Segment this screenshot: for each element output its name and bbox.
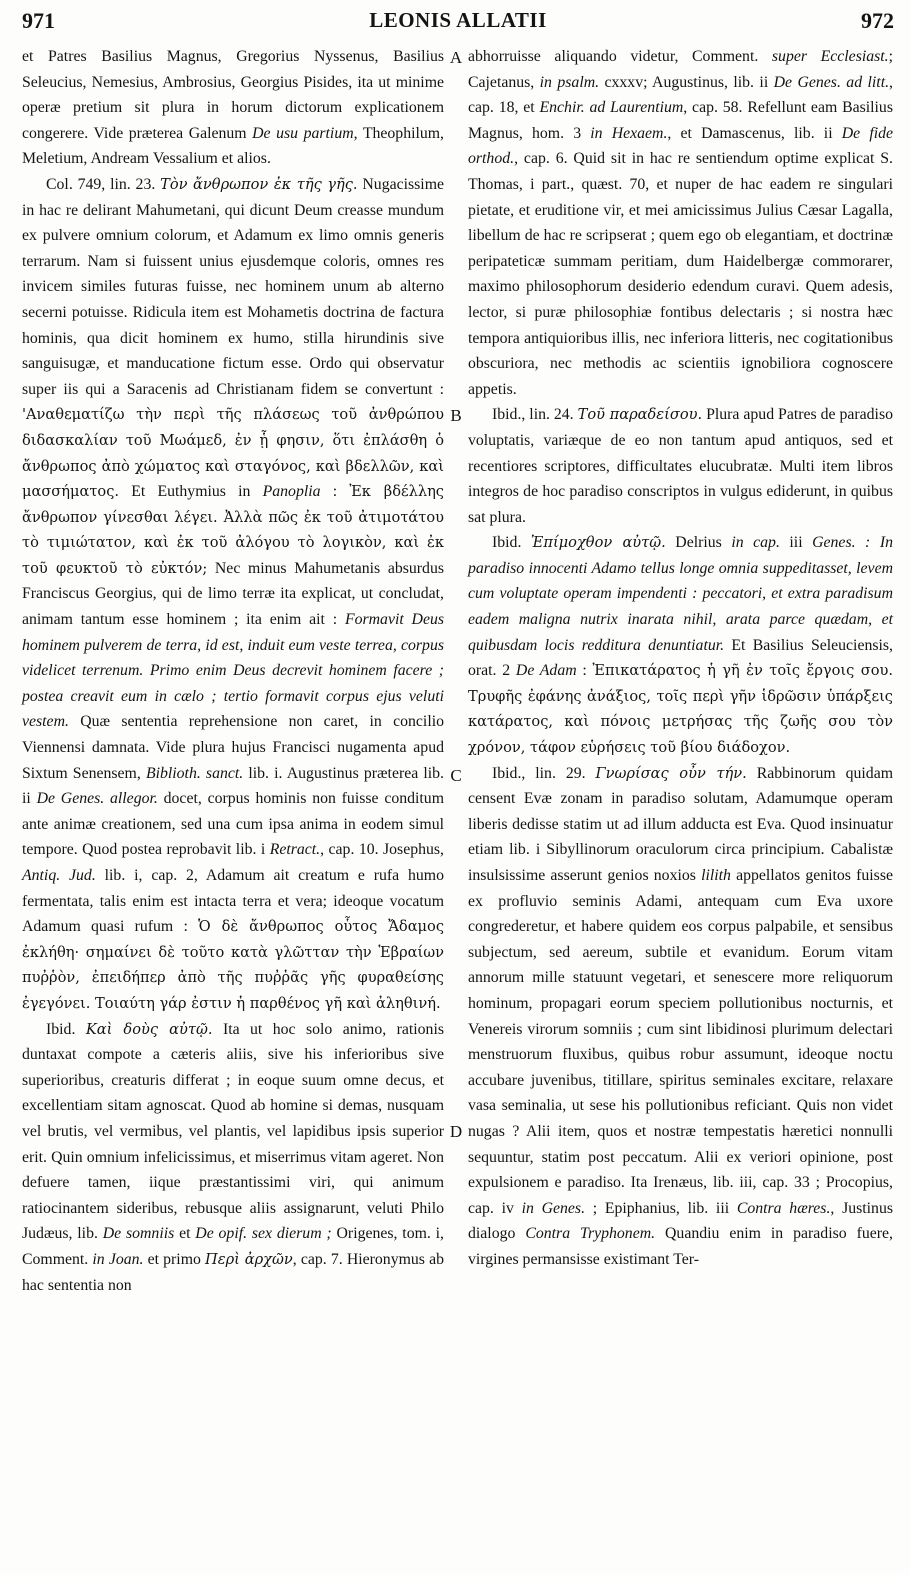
left-paragraph-2 xyxy=(22,172,444,1017)
italic-run: De fide orthod. xyxy=(468,124,894,168)
text-run: Et Basilius Seleuciensis, orat. 2 xyxy=(468,636,893,680)
greek-text: Ἐκ βδέλλης ἄνθρωπον γίνεσθαι λέγει. Ἀλλὰ πῶς ἐκ τοῦ ἀτιμοτάτου τὸ τιμιώτατον, καὶ ἐκ τοῦ ἀλόγου τὸ λογικὸν, καὶ ἐκ τοῦ φευκτοῦ τὸ εὐκτόν; xyxy=(22,483,444,577)
italic-run: De usu partium xyxy=(252,124,354,142)
text-run: : xyxy=(576,662,593,680)
greek-text: 'Αναθεματίζω τὴν περὶ τῆς πλάσεως τοῦ ἀνθρώπου διδασκαλίαν τοῦ Μωάμεδ, ἐν ᾗ φησιν, ὅτι ἐπλάσθη ὁ ἄνθρωπος ἀπὸ χώματος καὶ σταγόνος, καὶ βδελλῶν, καὶ μασσήματος. xyxy=(22,406,444,501)
left-paragraph-1 xyxy=(22,44,444,172)
left-paragraph-3 xyxy=(22,1017,444,1299)
italic-run: super Ecclesiast. xyxy=(771,48,889,65)
text-run: et xyxy=(174,1225,196,1243)
text-run: Et Euthymius in xyxy=(119,483,263,501)
greek-text: Περὶ ἀρχῶν xyxy=(205,1250,293,1268)
text-run: Ibid., lin. 29. xyxy=(492,764,596,782)
text-run: , cap. 10. Josephus, xyxy=(320,841,444,859)
text-run: Ita ut hoc solo animo, rationis duntaxat compote a cæteris aliis, sive his inferioribus sive superioribus, creaturis differat ; in eoque suum omne decus, et excellentiam sitam agnoscat. Quod ab homine si demas, nusquam vel brutis, vel vermibus, vel plantis, vel lapidibus ipsis superior erit. Quin omnium infelicissimus, et miserrimus vitam ageret. Non defuere tamen, iique præstantissimi viri, qui animum ratiocinantem sideribus, rebusque aliis assignarunt, veluti Philo Judæus, lib. xyxy=(22,1020,444,1243)
italic-run: Antiq. Jud. xyxy=(22,867,96,884)
text-run: Nec minus Mahumetanis absurdus Franciscus Georgius, qui de limo terræ ita explicat, ut concludat, animam tantum esse hominem ; ita enim ait : xyxy=(22,559,444,629)
running-title: LEONIS ALLATII xyxy=(369,8,547,32)
margin-letter-a: A xyxy=(449,48,463,67)
italic-run: Contra hæres. xyxy=(736,1199,831,1217)
margin-letter-b: B xyxy=(450,406,462,425)
text-run: abhorruisse aliquando videtur, Comment. xyxy=(468,48,772,65)
page-number-right: 972 xyxy=(861,8,894,33)
italic-run: in Hexaem. xyxy=(590,124,668,142)
italic-run: in Genes. xyxy=(521,1199,586,1217)
text-run: Plura apud Patres de paradiso voluptatis, variæque de eo non tantum apud antiquos, sed et recentiores scriptores, difficultates elucubratæ. Multi item libros integros de hoc paradiso conscriptos in vulgus ediderunt, in quibus sat plura. xyxy=(468,406,893,526)
italic-run: De opif. sex dierum ; xyxy=(195,1225,332,1243)
text-run: : xyxy=(320,483,350,501)
text-run: Rabbinorum quidam censent Evæ zonam in paradiso solutam, Adamumque operam liberis dedisse statim ut ad illum adducta est Eva. Quod insinuatur etiam lib. i Sibyllinorum oraculorum circa principium. Cabalistæ insulsissime asserunt genios noxios xyxy=(468,764,893,884)
greek-lemma: Καὶ δοὺς αὐτῷ. xyxy=(85,1020,213,1038)
greek-lemma: Τὸν ἄνθρωπον ἐκ τῆς γῆς. xyxy=(160,175,358,193)
italic-run: in psalm. xyxy=(539,73,600,91)
italic-run: Contra Tryphonem. xyxy=(525,1225,656,1243)
text-run: et primo xyxy=(143,1250,206,1268)
italic-run: Biblioth. sanct. xyxy=(145,764,244,782)
running-header xyxy=(22,2,894,36)
text-run: Nugacissime in hac re delirant Mahumetani, qui dicunt Deum creasse mundum ex pulvere omnium colorum, et Adamum ex limo omnis generis terrarum. Nam si fuissent unius ejusdemque coloris, omnes res invicem similes futuras fuisse, nec hominem unum ab alterno secerni potuisse. Ridicula item est Mohametis doctrina de factura hominis, qua dicit hominem ex humo, stilla hirundinis sive sanguisugæ, et manducatione fictum esse. Ordo qui observatur super iis qui a Saracenis ad Christianam fidem se convertunt : xyxy=(22,175,444,398)
italic-run: Enchir. ad Laurentium xyxy=(539,99,684,117)
italic-run: Formavit Deus hominem pulverem de terra, id est, induit eum veste terrea, corpus videlicet terrenum. Primo enim Deus decrevit hominem facere ; postea creavit eum in cælo ; tertio formavit corpus ejus veluti vestem. xyxy=(22,611,444,731)
greek-text: Ἐπικατάρατος ἡ γῆ ἐν τοῖς ἔργοις σου. Τρυφῆς ἐφάνης ἀνάξιος, τοῖς περὶ γῆν ἱδρῶσιν ὑπάρξεις κατάρατος, καὶ πόνοις μετρήσας τῆς ζωῆς σου τὸν χρόνον, τάφον εὑρήσεις τοῦ βίου διάδοχον. xyxy=(468,662,894,757)
margin-letter-d: D xyxy=(449,1122,463,1141)
italic-run: Panoplia xyxy=(262,483,321,501)
text-run: , Theophilum, Meletium, Andream Vessalium et alios. xyxy=(22,124,444,168)
text-run: appellatos genitos fuisse ex profluvio seminis Adami, antequam cum Eva uxore congrederetur, et habere quidem eos corpus palpabile, et sensibus subjectum, sed aereum, subtile et evanidum. Eorum vitam annorum mille statuunt vegetari, et senescere more reliquorum hominum, propagari eorum speciem pollutionibus nocturnis, et Venereis virorum somniis ; cum sint libidinosi plurimum delectari menstruorum fluxibus, quibus robur assumunt, ideoque noctu accubare juvenibus, titillare, spiritus seminales excitare, relaxare vasa seminalia, ut sese his pollutionibus reficiant. Quis non videt nugas ? Alii item, quos et nostræ tempestatis hæretici nonnulli sequuntur, statim post peccatum. Alii ex veriori opinione, post expulsionem e paradiso. Ita Irenæus, lib. iii, cap. 33 ; Procopius, cap. iv xyxy=(468,867,893,1217)
text-run: docet, corpus hominis non fuisse conditum ante animæ creationem, sed una cum ipsa anima in eodem simul tempore. Quod postea reprobavit lib. i xyxy=(22,790,444,859)
text-run: Ibid. xyxy=(46,1020,86,1038)
greek-lemma: Γνωρίσας οὖν τήν. xyxy=(595,764,747,782)
italic-run: lilith xyxy=(701,867,731,884)
text-run: ; Cajetanus, xyxy=(468,48,894,91)
italic-run: De Adam xyxy=(515,662,577,680)
greek-lemma: Τοῦ παραδείσου. xyxy=(577,406,703,424)
text-run: , cap. 7. Hieronymus ab hac sententia non xyxy=(22,1250,444,1294)
right-paragraph-2 xyxy=(468,402,893,530)
text-run: lib. i. Augustinus præterea lib. ii xyxy=(22,764,445,808)
text-run: , et Damascenus, lib. ii xyxy=(667,124,842,142)
text-run: Delrius xyxy=(665,534,732,552)
text-run: et Patres Basilius Magnus, Gregorius Nyssenus, Basilius Seleucius, Nemesius, Ambrosius, Georgius Pisides, ita ut minime operæ pretium sit plura in horum dictorum explicationem congerere. Vide præterea Galenum xyxy=(22,48,444,142)
right-paragraph-1 xyxy=(468,44,893,402)
italic-run: Genes. : In paradiso innocenti Adamo tellus longe omnia suppeditasset, levem cum voluptate operam impendenti : peccatori, et extra paradisum eadem maligna nutrix inarata nihil, arata parce quædam, et quibusdam locis redditura denuntiatur. xyxy=(468,534,893,654)
text-run: Ibid., lin. 24. xyxy=(492,406,578,424)
text-run: lib. i, cap. 2, Adamum ait creatum e rufa humo fermentata, talis enim est intacta terra et vera; ideoque vocatum Adamum quasi rufum : xyxy=(22,867,444,936)
greek-text: Ὁ δὲ ἄνθρωπος οὗτος Ἄδαμος ἐκλήθη· σημαίνει δὲ τοῦτο κατὰ γλῶτταν τὴν Ἑβραίων πυῤῥὸν, ἐπειδήπερ ἀπὸ τῆς πυῤῥᾶς γῆς φυραθείσης ἐγεγόνει. Τοιαύτη γάρ ἐστιν ἡ παρθένος γῆ καὶ ἀληθινή. xyxy=(22,918,444,1012)
text-run: Origenes, tom. i, Comment. xyxy=(22,1225,444,1268)
italic-run: in Joan. xyxy=(92,1250,144,1268)
right-column xyxy=(468,44,893,1565)
text-run: ; Epiphanius, lib. iii xyxy=(585,1199,737,1217)
italic-run: De Genes. allegor. xyxy=(36,790,158,808)
text-run: , cap. 58. Refellunt eam Basilius Magnus, hom. 3 xyxy=(468,99,893,142)
page-number-left: 971 xyxy=(22,8,55,33)
text-run: iii xyxy=(779,534,813,552)
text-run: , cap. 6. Quid sit in hac re sentiendum optime explicat S. Thomas, i part., quæst. 70, et nuper de hac eadem re singulari pietate, et eruditione vir, et mei amicissimus Julius Cæsar Lagalla, libellum de hac re scripserat ; quem ego ob elegantiam, et doctrinæ peripateticæ summam peritiam, dum Haidelbergæ commorarer, maximo philosophorum desiderio edendum curavi. Quem adesis, lector, si puræ philosophiæ fontibus delectaris ; si nostra hæc tempora antiquioribus illis, nec inferiora litteris, nec cogitationibus obscuriora, nec methodis ac scientiis ignobiliora cognoscere appetis. xyxy=(468,150,893,398)
text-run: Ibid. xyxy=(492,534,531,552)
italic-run: De somniis xyxy=(102,1225,175,1243)
left-column xyxy=(22,44,444,1565)
text-run: , Justinus dialogo xyxy=(468,1199,893,1243)
text-run: Col. 749, lin. 23. xyxy=(46,175,161,193)
italic-run: in cap. xyxy=(731,534,780,552)
greek-lemma: Ἐπίμοχθον αὐτῷ. xyxy=(530,534,666,552)
right-paragraph-4 xyxy=(468,761,893,1273)
text-run: Quæ sententia reprehensione non caret, in concilio Viennensi damnata. Vide plura hujus Francisci nugamenta apud Sixtum Senensem, xyxy=(22,713,444,782)
italic-run: De Genes. ad litt. xyxy=(773,73,890,91)
margin-letter-c: C xyxy=(450,766,462,785)
text-run: cxxxv; Augustinus, lib. ii xyxy=(599,73,774,91)
italic-run: Retract. xyxy=(269,841,321,859)
right-paragraph-3 xyxy=(468,530,893,760)
text-run: , cap. 18, et xyxy=(468,73,893,117)
text-run: Quandiu enim in paradiso fuere, virgines permansisse existimant Ter- xyxy=(468,1225,893,1268)
